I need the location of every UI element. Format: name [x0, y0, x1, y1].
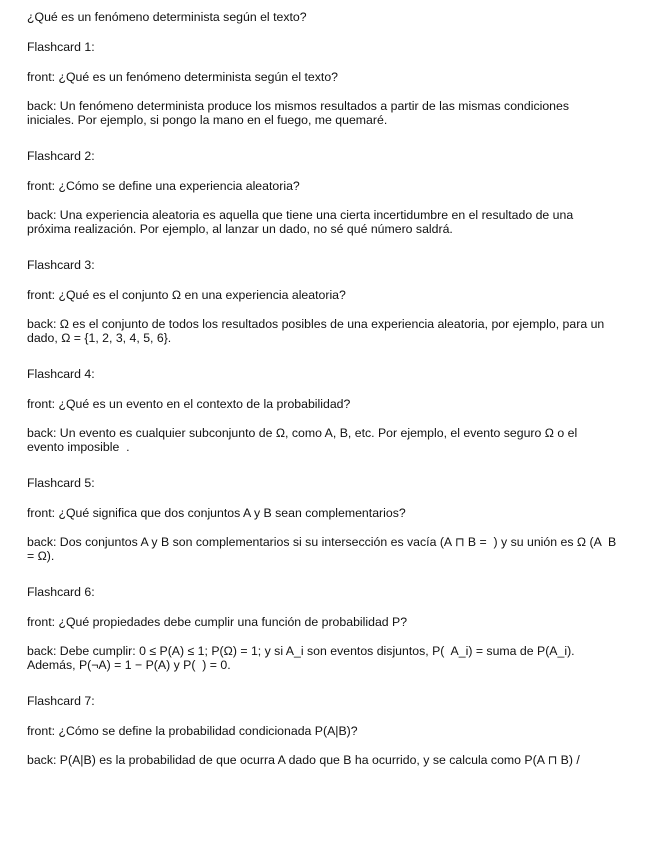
flashcard-back: back: Un evento es cualquier subconjunto de Ω, como A, B, etc. Por ejemplo, el evento seguro Ω o el evento imposible .: [27, 426, 581, 454]
flashcard-front: front: ¿Qué es un fenómeno determinista según el texto?: [27, 70, 339, 84]
flashcard-4: [27, 367, 627, 454]
flashcard-front: front: ¿Cómo se define una experiencia aleatoria?: [27, 179, 300, 193]
flashcard-label: Flashcard 4:: [27, 367, 95, 381]
flashcard-back: back: Dos conjuntos A y B son complementarios si su intersección es vacía (A ⊓ B = ) y su unión es Ω (A B = Ω).: [27, 535, 620, 563]
flashcard-5: [27, 476, 627, 563]
flashcard-back: back: Debe cumplir: 0 ≤ P(A) ≤ 1; P(Ω) = 1; y si A_i son eventos disjuntos, P( A_i) = suma de P(A_i). Además, P(¬A) = 1 − P(A) y P( ) = 0.: [27, 644, 578, 672]
flashcard-label: Flashcard 3:: [27, 258, 95, 272]
flashcard-7: [27, 694, 627, 767]
flashcard-front: front: ¿Qué es el conjunto Ω en una experiencia aleatoria?: [27, 288, 346, 302]
flashcard-label: Flashcard 7:: [27, 694, 95, 708]
flashcard-back: back: Un fenómeno determinista produce los mismos resultados a partir de las mismas condiciones iniciales. Por ejemplo, si pongo la mano en el fuego, me quemaré.: [27, 99, 573, 127]
flashcard-3: [27, 258, 627, 345]
flashcard-label: Flashcard 1:: [27, 40, 95, 54]
flashcard-front: front: ¿Qué es un evento en el contexto de la probabilidad?: [27, 397, 351, 411]
flashcard-front: front: ¿Cómo se define la probabilidad condicionada P(A|B)?: [27, 724, 358, 738]
flashcard-6: [27, 585, 627, 672]
flashcard-back: back: Ω es el conjunto de todos los resultados posibles de una experiencia aleatoria, por ejemplo, para un dado, Ω = {1, 2, 3, 4, 5, 6}.: [27, 317, 608, 345]
page-title: ¿Qué es un fenómeno determinista según el texto?: [27, 10, 307, 24]
flashcard-back: back: Una experiencia aleatoria es aquella que tiene una cierta incertidumbre en el resultado de una próxima realización. Por ejemplo, al lanzar un dado, no sé qué número saldrá.: [27, 208, 577, 236]
flashcard-front: front: ¿Qué significa que dos conjuntos A y B sean complementarios?: [27, 506, 406, 520]
flashcard-label: Flashcard 5:: [27, 476, 95, 490]
flashcard-back: back: P(A|B) es la probabilidad de que ocurra A dado que B ha ocurrido, y se calcula como P(A ⊓ B) /: [27, 753, 580, 767]
flashcard-1: [27, 40, 627, 127]
flashcard-label: Flashcard 2:: [27, 149, 95, 163]
flashcard-label: Flashcard 6:: [27, 585, 95, 599]
document-page: [27, 10, 627, 789]
flashcard-front: front: ¿Qué propiedades debe cumplir una función de probabilidad P?: [27, 615, 408, 629]
flashcard-2: [27, 149, 627, 236]
